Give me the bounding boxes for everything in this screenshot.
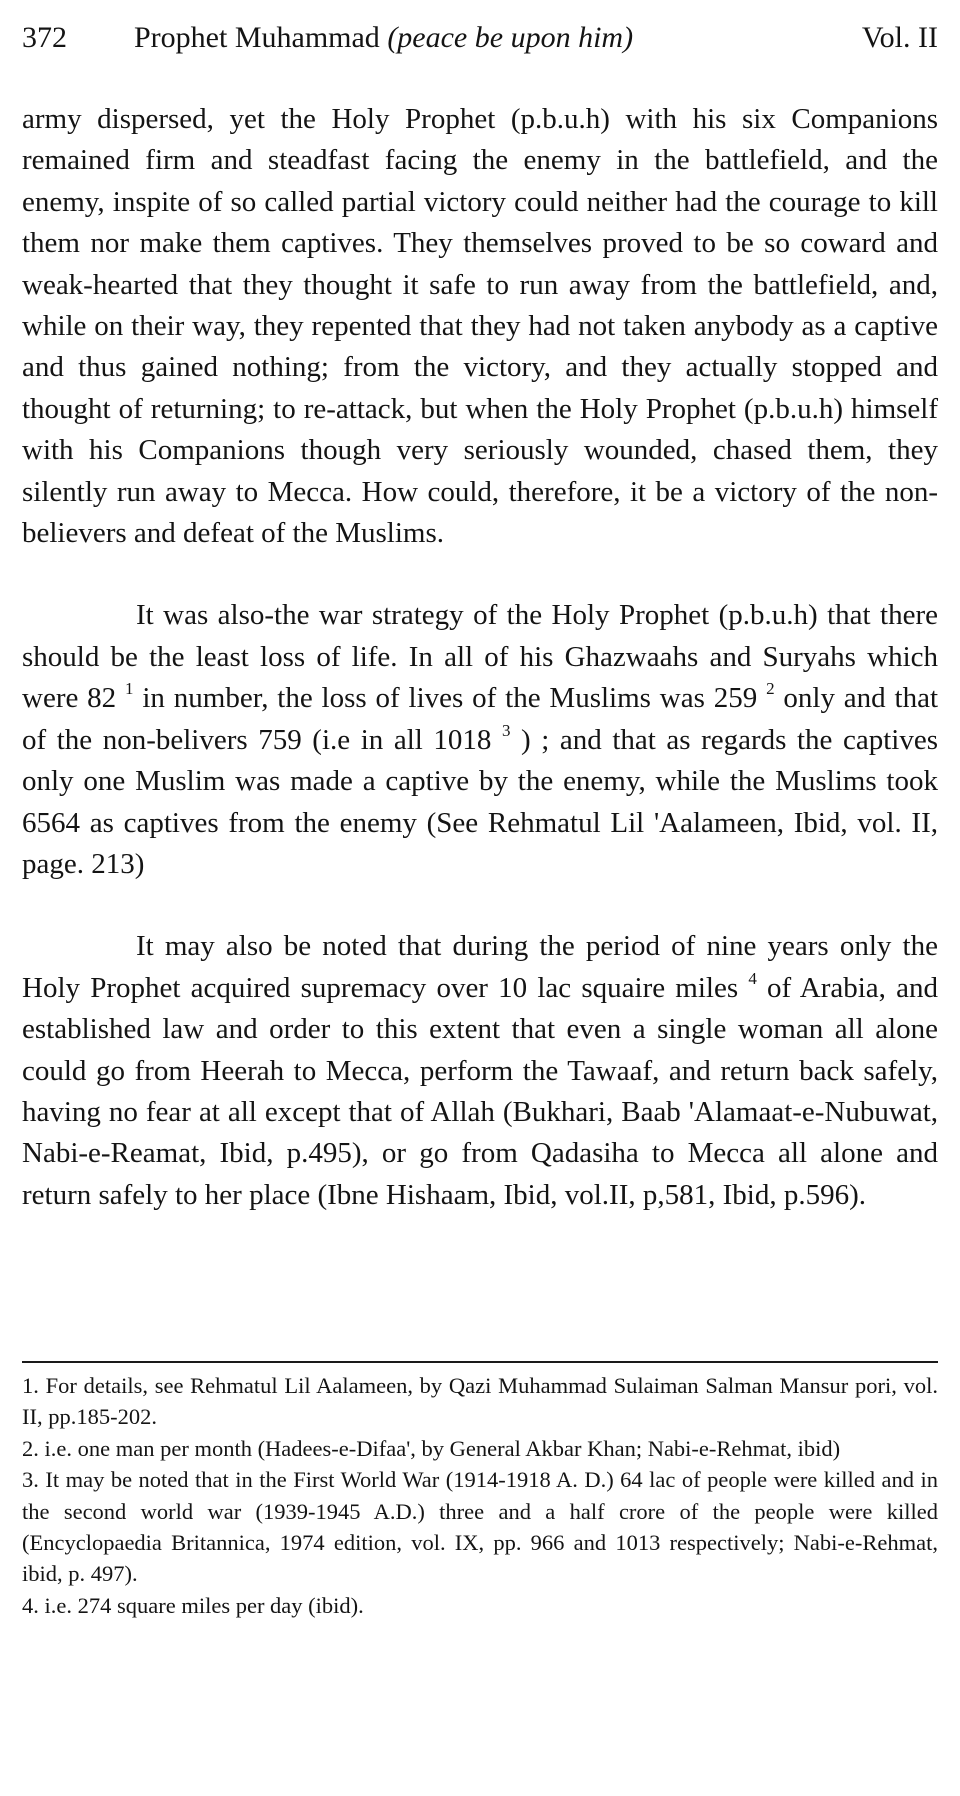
paragraph-2-part-1: It was also-the war strategy of the Holy Prophet (p.b.u.h) that there should be the least loss of life. In all of his Ghazwaahs and Suryahs which were 82: [22, 599, 938, 715]
footnote-ref-1: 1: [125, 679, 134, 699]
footnote-4: 4. i.e. 274 square miles per day (ibid).: [22, 1592, 364, 1618]
paragraph-3-part-2: of Arabia, and established law and order to this extent that even a single woman all alone could go from Heerah to Mecca, perform the Tawaaf, and return back safely, having no fear at all except that of Allah (Bukhari, Baab 'Alamaat-e-Nubuwat, Nabi-e-Reamat, Ibid, p.495), or go from Qadasiha to Mecca all alone and return safely to her place (Ibne Hishaam, Ibid, vol.II, p,581, Ibid, p.596).: [22, 971, 938, 1211]
paragraph-2: [22, 595, 938, 885]
paragraph-3-part-1: It may also be noted that during the period of nine years only the Holy Prophet acquired supremacy over 10 lac squaire miles: [22, 930, 938, 1004]
main-text: [22, 99, 938, 1216]
footnote-2: 2. i.e. one man per month (Hadees-e-Difaa', by General Akbar Khan; Nabi-e-Rehmat, ibid): [22, 1435, 841, 1461]
footnote-divider: [22, 1361, 938, 1363]
paragraph-2-part-2: in number, the loss of lives of the Muslims was 259: [133, 682, 758, 715]
running-header: [22, 18, 938, 58]
paragraph-1: army dispersed, yet the Holy Prophet (p.b.u.h) with his six Companions remained firm and steadfast facing the enemy in the battlefield, and the enemy, inspite of so called partial victory could neither had the courage to kill them nor make them captives. They themselves proved to be so coward and weak-hearted that they thought it safe to run away from the battlefield, and, while on their way, they repented that they had not taken anybody as a captive and thus gained nothing; from the victory, and they actually stopped and thought of returning; to re-attack, but when the Holy Prophet (p.b.u.h) himself with his Companions though very seriously wounded, chased them, they silently run away to Mecca. How could, therefore, it be a victory of the non-believers and defeat of the Muslims.: [22, 103, 938, 550]
footnote-3: 3. It may be noted that in the First World War (1914-1918 A. D.) 64 lac of people were killed and in the second world war (1939-1945 A.D.) three and a half crore of the people were killed (Encyclopaedia Britannica, 1974 edition, vol. IX, pp. 966 and 1013 respectively; Nabi-e-Rehmat, ibid, p. 497).: [22, 1467, 938, 1587]
footnote-ref-3: 3: [501, 720, 511, 740]
running-title-main: Prophet Muhammad: [134, 21, 380, 54]
running-title-italic: (peace be upon him): [387, 21, 634, 54]
footnote-ref-4: 4: [748, 968, 757, 988]
footnote-1: 1. For details, see Rehmatul Lil Aalameen, by Qazi Muhammad Sulaiman Salman Mansur pori, vol. II, pp.185-202.: [22, 1373, 938, 1430]
footnote-ref-2: 2: [766, 679, 775, 699]
paragraph-2-part-4: ) ; and that as regards the captives only one Muslim was made a captive by the enemy, while the Muslims took 6564 as captives from the enemy (See Rehmatul Lil 'Aalameen, Ibid, vol. II, page. 213): [22, 723, 939, 880]
paragraph-2-part-3: only and that of the non-belivers 759 (i.e in all 1018: [22, 682, 939, 756]
volume-label: Vol. II: [861, 21, 938, 54]
book-page: [22, 0, 938, 1796]
footnotes: [22, 1370, 938, 1621]
running-title: [134, 18, 633, 58]
paragraph-3: [22, 926, 938, 1216]
page-number: 372: [22, 21, 67, 54]
